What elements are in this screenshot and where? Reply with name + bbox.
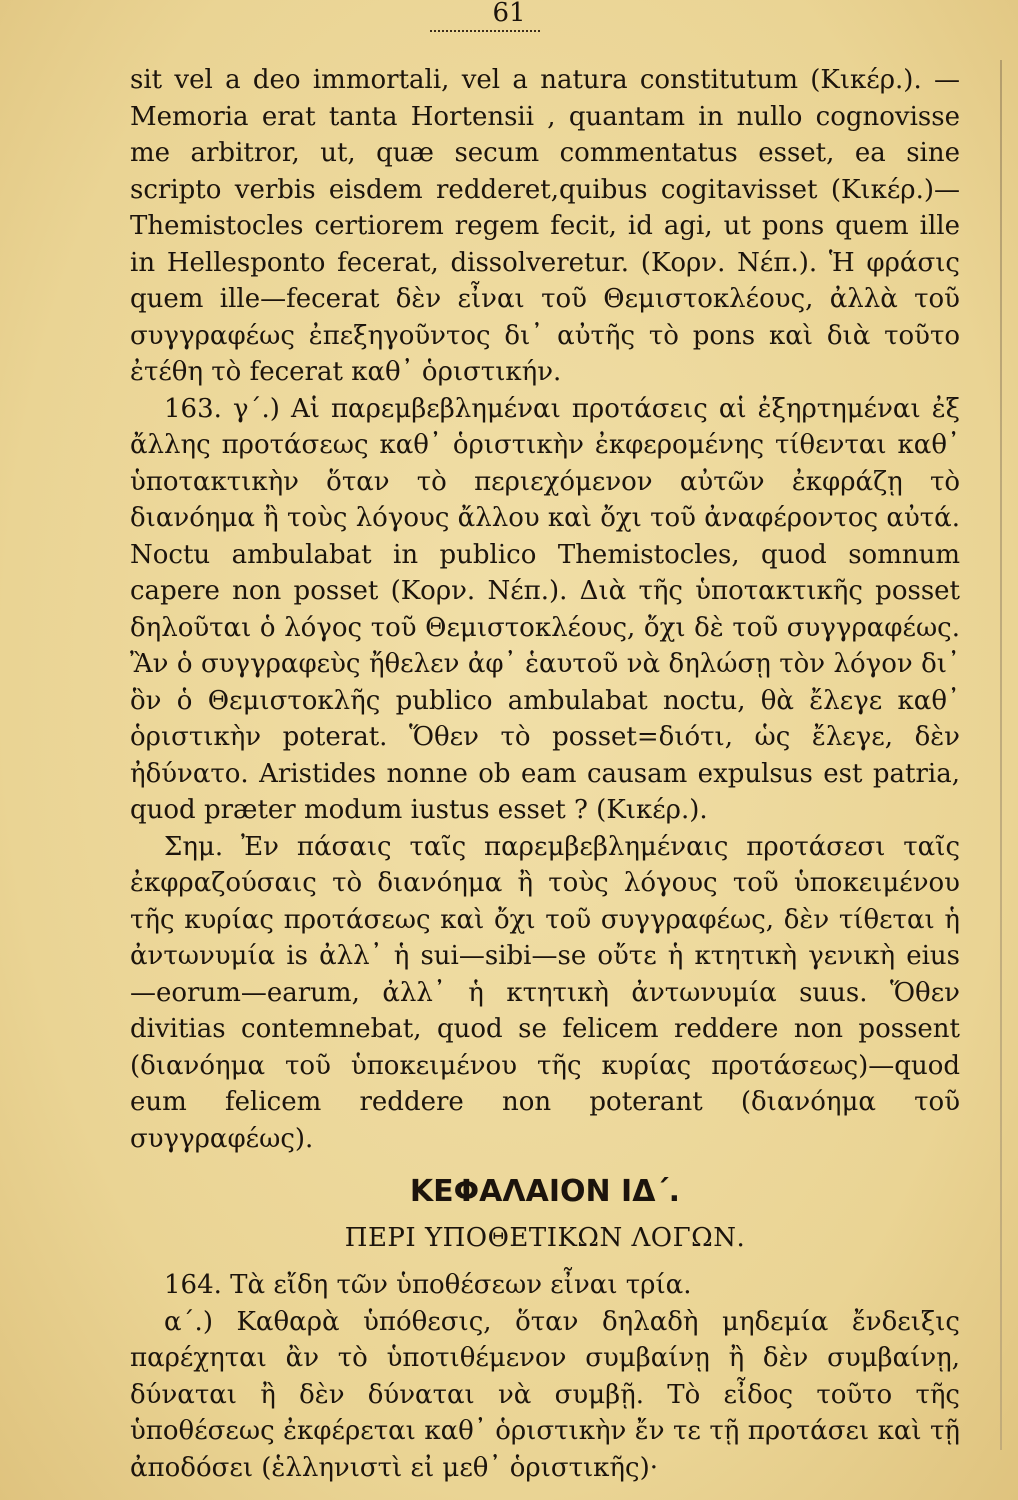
paragraph-164: 164. Τὰ εἴδη τῶν ὑποθέσεων εἶναι τρία. [164, 1270, 692, 1300]
paragraph-alpha: α΄.) Καθαρὰ ὑπόθεσις, ὅταν δηλαδὴ μηδεμία ἔνδειξις παρέχηται ἂν τὸ ὑποτιθέμενον συμβαίνῃ ἢ δὲν συμβαίνῃ, δύναται ἢ δὲν δύναται νὰ συμβῇ. Τὸ εἶδος τοῦτο τῆς ὑποθέσεως ἐκφέρεται καθ᾽ ὁριστικὴν ἔν τε τῇ προτάσει καὶ τῇ ἀποδόσει (ἑλληνιστὶ εἰ μεθ᾽ ὁριστικῆς)· [130, 1306, 960, 1483]
page-number: 61 [492, 0, 526, 28]
paragraph-continuation: sit vel a deo immortali, vel a natura constitutum (Κικέρ.). — Memoria erat tanta Hortensii , quantam in nullo cognovisse me arbitror, ut, quæ secum commentatus esset, ea sine scripto verbis eisdem redderet,quibus cogitavisset (Κικέρ.)—Themistocles certiorem regem fecit, id agi, ut pons quem ille in Hellesponto fecerat, dissolveretur. (Κορν. Νέπ.). Ἡ φράσις quem ille—fecerat δὲν εἶναι τοῦ Θεμιστοκλέους, ἀλλὰ τοῦ συγγραφέως ἐπεξηγοῦντος δι᾽ αὐτῆς τὸ pons καὶ διὰ τοῦτο ἐτέθη τὸ fecerat καθ᾽ ὁριστικήν. [130, 65, 960, 387]
chapter-heading: ΚΕΦΑΛΑΙΟΝ ΙΔ΄. [409, 1174, 681, 1209]
margin-rule [1000, 60, 1002, 1450]
chapter-subheading: ΠΕΡΙ ΥΠΟΘΕΤΙΚΩΝ ΛΟΓΩΝ. [344, 1223, 746, 1253]
page-number-rule [430, 30, 540, 32]
body-text [130, 62, 960, 1486]
paragraph-note: Σημ. Ἐν πάσαις ταῖς παρεμβεβλημέναις προτάσεσι ταῖς ἐκφραζούσαις τὸ διανόημα ἢ τοὺς λόγους τοῦ ὑποκειμένου τῆς κυρίας προτάσεως καὶ ὄχι τοῦ συγγραφέως, δὲν τίθεται ἡ ἀντωνυμία is ἀλλ᾽ ἡ sui—sibi—se οὔτε ἡ κτητικὴ γενικὴ eius—eorum—earum, ἀλλ᾽ ἡ κτητικὴ ἀντωνυμία suus. Ὅθεν divitias contemnebat, quod se felicem reddere non possent (διανόημα τοῦ ὑποκειμένου τῆς κυρίας προτάσεως)—quod eum felicem reddere non poterant (διανόημα τοῦ συγγραφέως). [130, 831, 960, 1154]
paragraph-163: 163. γ΄.) Αἱ παρεμβεβλημέναι προτάσεις αἱ ἐξηρτημέναι ἐξ ἄλλης προτάσεως καθ᾽ ὁριστικὴν ἐκφερομένης τίθενται καθ᾽ ὑποτακτικὴν ὅταν τὸ περιεχόμενον αὐτῶν ἐκφράζῃ τὸ διανόημα ἢ τοὺς λόγους ἄλλου καὶ ὄχι τοῦ ἀναφέροντος αὐτά. Noctu ambulabat in publico Themistocles, quod somnum capere non posset (Κορν. Νέπ.). Διὰ τῆς ὑποτακτικῆς posset δηλοῦται ὁ λόγος τοῦ Θεμιστοκλέους, ὄχι δὲ τοῦ συγγραφέως. Ἂν ὁ συγγραφεὺς ἤθελεν ἀφ᾽ ἑαυτοῦ νὰ δηλώσῃ τὸν λόγον δι᾽ ὃν ὁ Θεμιστοκλῆς publico ambulabat noctu, θὰ ἔλεγε καθ᾽ ὁριστικὴν poterat. Ὅθεν τὸ posset=διότι, ὡς ἔλεγε, δὲν ἠδύνατο. Aristides nonne ob eam causam expulsus est patria, quod præter modum iustus esset ? (Κικέρ.). [130, 393, 960, 825]
